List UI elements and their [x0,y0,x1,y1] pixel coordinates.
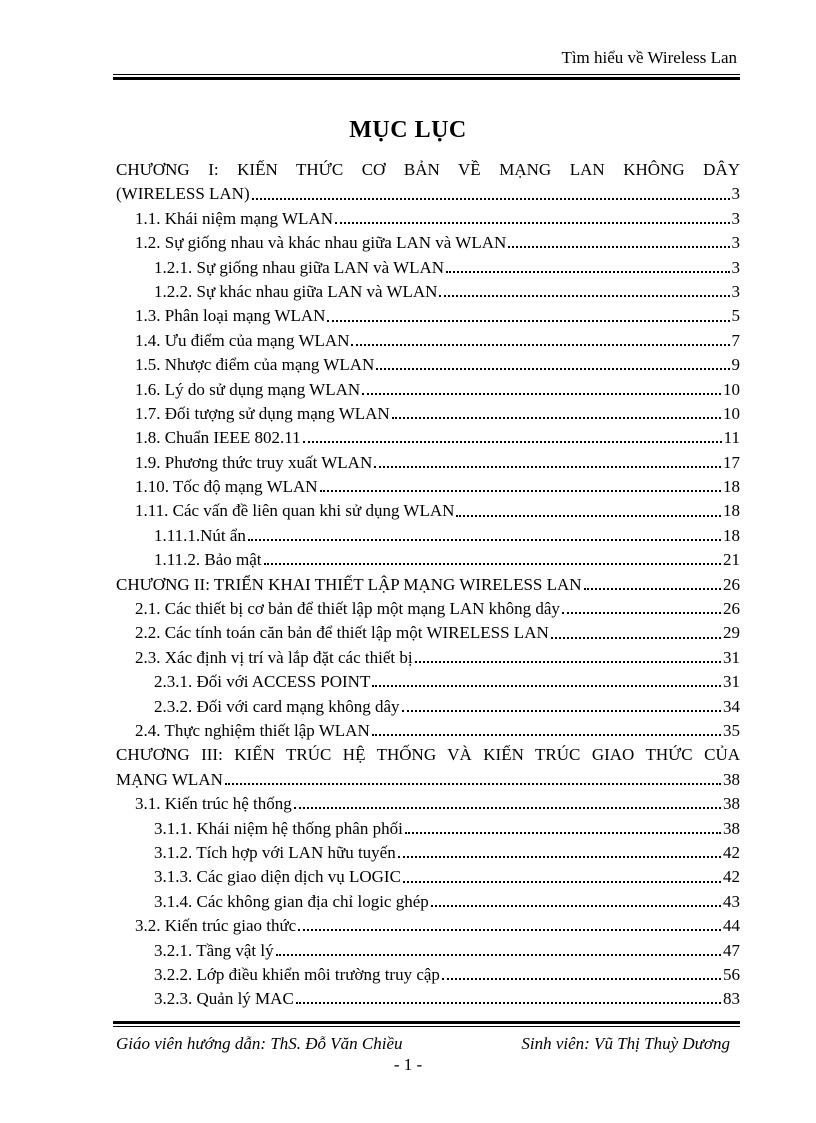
toc-entry-text: 1.3. Phân loại mạng WLAN [135,306,326,326]
toc-leader-dots [508,246,729,248]
toc-page-number: 34 [723,696,740,716]
toc-page-number: 42 [723,867,740,887]
toc-entry-text: 3.1.2. Tích hợp với LAN hữu tuyến [154,842,396,862]
toc-entry-text: 1.9. Phương thức truy xuất WLAN [135,452,373,472]
toc-entry-text: 2.3.2. Đối với card mạng không dây [154,696,400,716]
toc-entry-text: (WIRELESS LAN) [116,184,250,204]
toc-page-number: 3 [731,257,740,277]
toc-page-number: 11 [723,428,740,448]
toc-leader-dots [415,661,721,663]
toc-leader-dots [392,417,721,419]
toc-entry-text: 3.1.1. Khái niệm hệ thống phân phối [154,818,403,838]
toc-entry-text: 2.1. Các thiết bị cơ bản để thiết lập một mạng LAN không dây [135,599,560,619]
toc-entry-text: 3.2.1. Tầng vật lý [154,940,274,960]
toc-entry [116,548,740,572]
toc-leader-dots [296,1002,721,1004]
toc-entry [116,280,740,304]
toc-entry [116,451,740,475]
toc-entry-text: 1.2.1. Sự giống nhau giữa LAN và WLAN [154,257,445,277]
toc-entry [116,304,740,328]
header-rule-thin [113,74,740,75]
toc-page-number: 31 [723,647,740,667]
toc-entry [116,573,740,597]
toc-entry [116,426,740,450]
toc-page-number: 3 [731,233,740,253]
page-number: - 1 - [393,1055,423,1074]
toc-entry [116,499,740,523]
toc-entry [116,695,740,719]
toc-leader-dots [374,466,721,468]
toc-entry [116,719,740,743]
footer-rule-thick [113,1021,740,1024]
toc-entry-text: 1.4. Ưu điểm của mạng WLAN [135,330,350,350]
toc-entry [116,524,740,548]
footer-rule-thin [113,1026,740,1027]
toc-entry-text: 3.2.3. Quản lý MAC [154,989,294,1009]
toc-leader-dots [562,612,721,614]
toc-entry-text: 3.2.2. Lớp điều khiển môi trường truy cập [154,964,440,984]
student-label: Sinh viên: Vũ Thị Thuỳ Dương [521,1034,730,1053]
toc-entry [116,329,740,353]
toc-entry-text: CHƯƠNG III: KIẾN TRÚC HỆ THỐNG VÀ KIẾN TRÚC GIAO THỨC CỦA [116,745,740,765]
toc-page-number: 31 [723,672,740,692]
toc-leader-dots [439,295,729,297]
advisor-label: Giáo viên hướng dẫn: ThS. Đỗ Văn Chiều [116,1034,403,1053]
toc-entry [116,207,740,231]
toc-page-number: 26 [723,574,740,594]
toc-page-number: 10 [723,379,740,399]
toc-leader-dots [264,563,722,565]
toc-leader-dots [294,807,721,809]
toc-leader-dots [551,637,721,639]
toc-entry [116,914,740,938]
toc-leader-dots [303,441,722,443]
toc-page-number: 18 [723,501,740,521]
toc-leader-dots [376,368,729,370]
toc-leader-dots [403,881,721,883]
toc-entry [116,890,740,914]
toc-leader-dots [431,905,721,907]
toc-entry [116,670,740,694]
toc-entry-text: 2.3. Xác định vị trí và lắp đặt các thiết bị [135,647,413,667]
toc-page-number: 35 [723,720,740,740]
toc-leader-dots [351,344,729,346]
toc-title: MỤC LỤC [349,117,467,143]
toc-leader-dots [327,320,729,322]
toc-entry-text: 2.2. Các tính toán căn bản để thiết lập một WIRELESS LAN [135,623,549,643]
toc-entry-text: 3.1. Kiến trúc hệ thống [135,794,292,814]
toc-leader-dots [456,515,721,517]
toc-entry [116,939,740,963]
toc-entry [116,841,740,865]
toc-leader-dots [335,222,730,224]
toc-entry-text: 3.2. Kiến trúc giao thức [135,916,297,936]
toc-entry-text: CHƯƠNG II: TRIỂN KHAI THIẾT LẬP MẠNG WIRELESS LAN [116,574,582,594]
toc-entry [116,987,740,1011]
toc-entry [116,378,740,402]
toc-page-number: 3 [731,208,740,228]
toc-entry-text: 1.10. Tốc độ mạng WLAN [135,477,318,497]
toc-entry-text: 1.7. Đối tượng sử dụng mạng WLAN [135,403,390,423]
toc-entry-text: 3.1.4. Các không gian địa chỉ logic ghép [154,891,429,911]
toc-entry [116,963,740,987]
toc-entry-text: 3.1.3. Các giao diện dịch vụ LOGIC [154,867,401,887]
toc-page-number: 18 [723,477,740,497]
toc-leader-dots [225,783,721,785]
toc-page-number: 38 [723,769,740,789]
toc-entry [116,817,740,841]
toc-leader-dots [372,734,721,736]
toc-leader-dots [402,710,721,712]
toc-entry-text: 1.6. Lý do sử dụng mạng WLAN [135,379,361,399]
toc-entry [116,743,740,767]
toc-page-number: 43 [723,891,740,911]
toc-leader-dots [320,490,721,492]
toc-page-number: 38 [723,794,740,814]
toc-page-number: 38 [723,818,740,838]
toc-entry-text: MẠNG WLAN [116,769,223,789]
toc-leader-dots [362,393,721,395]
toc-leader-dots [252,198,730,200]
toc-entry [116,792,740,816]
toc-page-number: 83 [723,989,740,1009]
toc-entry [116,646,740,670]
toc-entry-text: 1.2.2. Sự khác nhau giữa LAN và WLAN [154,281,438,301]
toc-entry-text: 2.4. Thực nghiệm thiết lập WLAN [135,720,370,740]
toc-page-number: 29 [723,623,740,643]
toc-page-number: 42 [723,842,740,862]
table-of-contents [116,158,740,1012]
toc-entry [116,158,740,182]
header-rule-thick [113,77,740,80]
toc-leader-dots [298,929,721,931]
toc-leader-dots [442,978,721,980]
toc-page-number: 47 [723,940,740,960]
toc-page-number: 21 [723,550,740,570]
toc-entry [116,402,740,426]
toc-entry-text: 1.2. Sự giống nhau và khác nhau giữa LAN và WLAN [135,233,507,253]
toc-entry-text: CHƯƠNG I: KIẾN THỨC CƠ BẢN VỀ MẠNG LAN KHÔNG DÂY [116,160,740,179]
toc-page-number: 44 [723,916,740,936]
toc-leader-dots [276,954,721,956]
toc-entry-text: 1.5. Nhược điểm của mạng WLAN [135,355,375,375]
toc-entry-text: 1.1. Khái niệm mạng WLAN [135,208,333,228]
toc-leader-dots [405,832,721,834]
toc-entry [116,768,740,792]
toc-page-number: 17 [723,452,740,472]
toc-entry [116,231,740,255]
toc-entry [116,597,740,621]
toc-entry [116,865,740,889]
header-title: Tìm hiểu về Wireless Lan [561,48,737,67]
toc-leader-dots [446,271,729,273]
toc-page-number: 9 [731,355,740,375]
toc-entry-text: 2.3.1. Đối với ACCESS POINT [154,672,371,692]
toc-leader-dots [584,588,721,590]
toc-page-number: 3 [731,281,740,301]
toc-leader-dots [248,539,721,541]
toc-entry [116,256,740,280]
toc-page-number: 7 [731,330,740,350]
toc-entry [116,621,740,645]
toc-leader-dots [398,856,721,858]
toc-page-number: 26 [723,599,740,619]
toc-entry [116,475,740,499]
toc-entry-text: 1.8. Chuẩn IEEE 802.11 [135,428,301,448]
toc-leader-dots [372,685,721,687]
toc-page-number: 3 [731,184,740,204]
toc-page-number: 10 [723,403,740,423]
toc-page-number: 56 [723,964,740,984]
toc-page-number: 18 [723,525,740,545]
toc-entry [116,353,740,377]
toc-entry [116,182,740,206]
toc-entry-text: 1.11.1.Nút ẩn [154,525,246,545]
toc-page-number: 5 [731,306,740,326]
toc-entry-text: 1.11.2. Bảo mật [154,550,262,570]
toc-entry-text: 1.11. Các vấn đề liên quan khi sử dụng WLAN [135,501,455,521]
